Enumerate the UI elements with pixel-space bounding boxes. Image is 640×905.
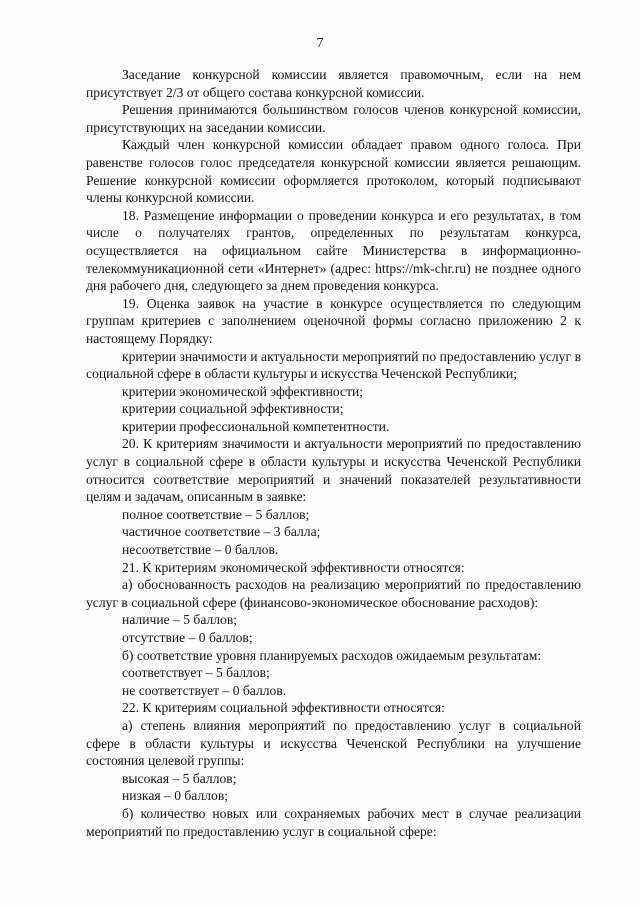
- paragraph: б) количество новых или сохраняемых рабочих мест в случае реализации мероприятий по предоставлению услуг в социальной сфере:: [86, 805, 581, 839]
- paragraph: соответствует – 5 баллов;: [122, 665, 270, 681]
- paragraph: не соответствует – 0 баллов.: [122, 682, 287, 698]
- paragraph: критерии значимости и актуальности мероприятий по предоставлению услуг в социальной сфере в области культуры и искусства Чеченской Республики;: [86, 348, 581, 382]
- paragraph: критерии профессиональной компетентности.: [122, 418, 390, 434]
- paragraph: а) степень влияния мероприятий по предоставлению услуг в социальной сфере в области культуры и искусства Чеченской Республики на улучшение состояния целевой группы:: [86, 717, 581, 769]
- paragraph: 19. Оценка заявок на участие в конкурсе осуществляется по следующим группам критериев с заполнением оценочной формы согласно приложению 2 к настоящему Порядку:: [86, 295, 581, 346]
- paragraph: Решения принимаются большинством голосов членов конкурсной комиссии, присутствующих на заседании комиссии.: [86, 102, 581, 135]
- paragraph: несоответствие – 0 баллов.: [122, 542, 279, 558]
- paragraph: частичное соответствие – 3 балла;: [122, 524, 321, 540]
- paragraph: высокая – 5 баллов;: [122, 770, 237, 786]
- paragraph: критерии экономической эффективности;: [122, 383, 364, 399]
- paragraph: низкая – 0 баллов;: [122, 788, 229, 804]
- paragraph: а) обоснованность расходов на реализацию мероприятий по предоставлению услуг в социальной сфере (финансово-экономическое обоснование расходов):: [86, 577, 581, 610]
- paragraph: критерии социальной эффективности;: [122, 401, 344, 417]
- paragraph: наличие – 5 баллов;: [122, 612, 238, 628]
- paragraph: 21. К критериям экономической эффективности относятся:: [122, 559, 465, 575]
- paragraph: отсутствие – 0 баллов;: [122, 630, 253, 645]
- paragraph: Каждый член конкурсной комиссии обладает правом одного голоса. При равенстве голосов голос председателя конкурсной комиссии является решающим. Решение конкурсной комиссии оформляется протоколом, который подписывают члены конкурсной комиссии.: [86, 137, 581, 206]
- paragraph: 22. К критериям социальной эффективности относятся:: [122, 700, 445, 716]
- paragraph: полное соответствие – 5 баллов;: [122, 506, 310, 522]
- page-number: 7: [316, 36, 324, 51]
- paragraph: 20. К критериям значимости и актуальности мероприятий по предоставлению услуг в социальной сфере в области культуры и искусства Чеченской Республики относится соответствие мероприятий и значений показателей результативности целям и задачам, описанным в заявке:: [86, 436, 581, 505]
- paragraph: Заседание конкурсной комиссии является правомочным, если на нем присутствует 2/3 от общего состава конкурсной комиссии.: [86, 67, 581, 100]
- document-body: [86, 66, 581, 840]
- paragraph: 18. Размещение информации о проведении конкурса и его результатах, в том числе о получателях грантов, определенных по результатам конкурса, осуществляется на официальном сайте Министерства в информационно-телекоммуникационной сети «Интернет» (адрес: https://mk-chr.ru) не позднее одного дня рабочего дня, следующего за днем проведения конкурса.: [86, 207, 581, 294]
- paragraph: б) соответствие уровня планируемых расходов ожидаемым результатам:: [122, 647, 542, 663]
